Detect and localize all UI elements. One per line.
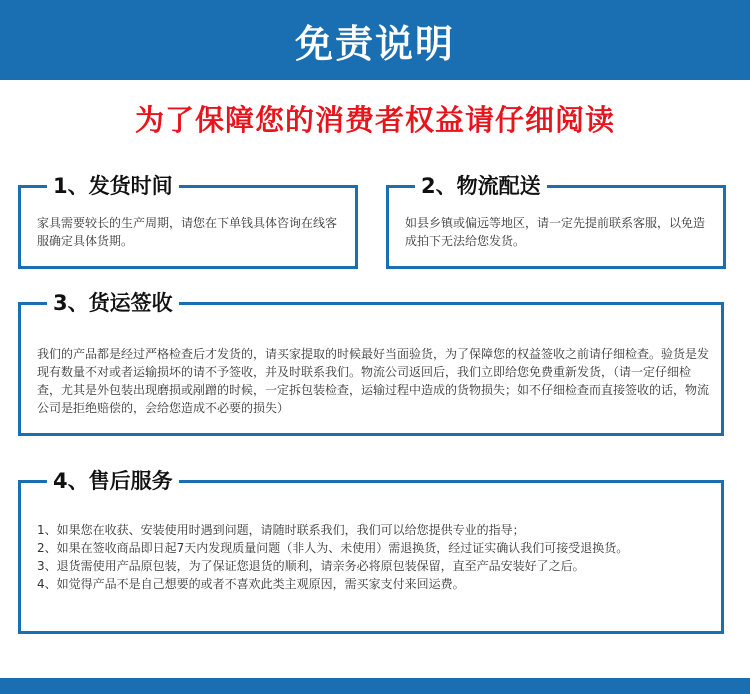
list-item: 3、退货需使用产品原包装，为了保证您退货的顺利，请亲务必将原包装保留，直至产品安装好了之后。: [37, 559, 585, 573]
list-item: 2、如果在签收商品即日起7天内发现质量问题（非人为、未使用）需退换货，经过证实确认我们可接受退换货。: [37, 541, 629, 555]
section-body: [37, 521, 709, 593]
subtitle: 为了保障您的消费者权益请仔细阅读: [134, 103, 615, 137]
section-body: 家具需要较长的生产周期，请您在下单钱具体咨询在线客服确定具体货期。: [37, 216, 338, 248]
footer-bar: [0, 678, 750, 694]
section-logistics: [386, 174, 726, 269]
list-item: 4、如觉得产品不是自己想要的或者不喜欢此类主观原因，需买家支付来回运费。: [37, 577, 465, 591]
section-body: 如县乡镇或偏远等地区，请一定先提前联系客服，以免造成拍下无法给您发货。: [405, 216, 706, 248]
section-shipping-time: [18, 174, 358, 269]
page-title: 免责说明: [294, 21, 455, 66]
section-body: 我们的产品都是经过严格检查后才发货的，请买家提取的时候最好当面验货，为了保障您的权益签收之前请仔细检查。验货是发现有数量不对或者运输损坏的请不予签收，并及时联系我们。物流公司返回后，我们立即给您免费重新发货，（请一定仔细检查，尤其是外包装出现磨损或剐蹭的时候，一定拆包装检查，运输过程中造成的货物损失；如不仔细检查而直接签收的话，物流公司是拒绝赔偿的，会给您造成不必要的损失）: [37, 347, 710, 415]
section-delivery-signoff: [18, 291, 724, 436]
section-title: 1、发货时间: [47, 171, 179, 201]
section-title: 2、物流配送: [415, 171, 547, 201]
section-after-sales: [18, 469, 724, 634]
list-item: 1、如果您在收获、安装使用时遇到问题，请随时联系我们，我们可以给您提供专业的指导；: [37, 523, 525, 537]
section-title: 4、售后服务: [47, 466, 179, 496]
section-title: 3、货运签收: [47, 288, 179, 318]
header-banner: [0, 0, 750, 80]
